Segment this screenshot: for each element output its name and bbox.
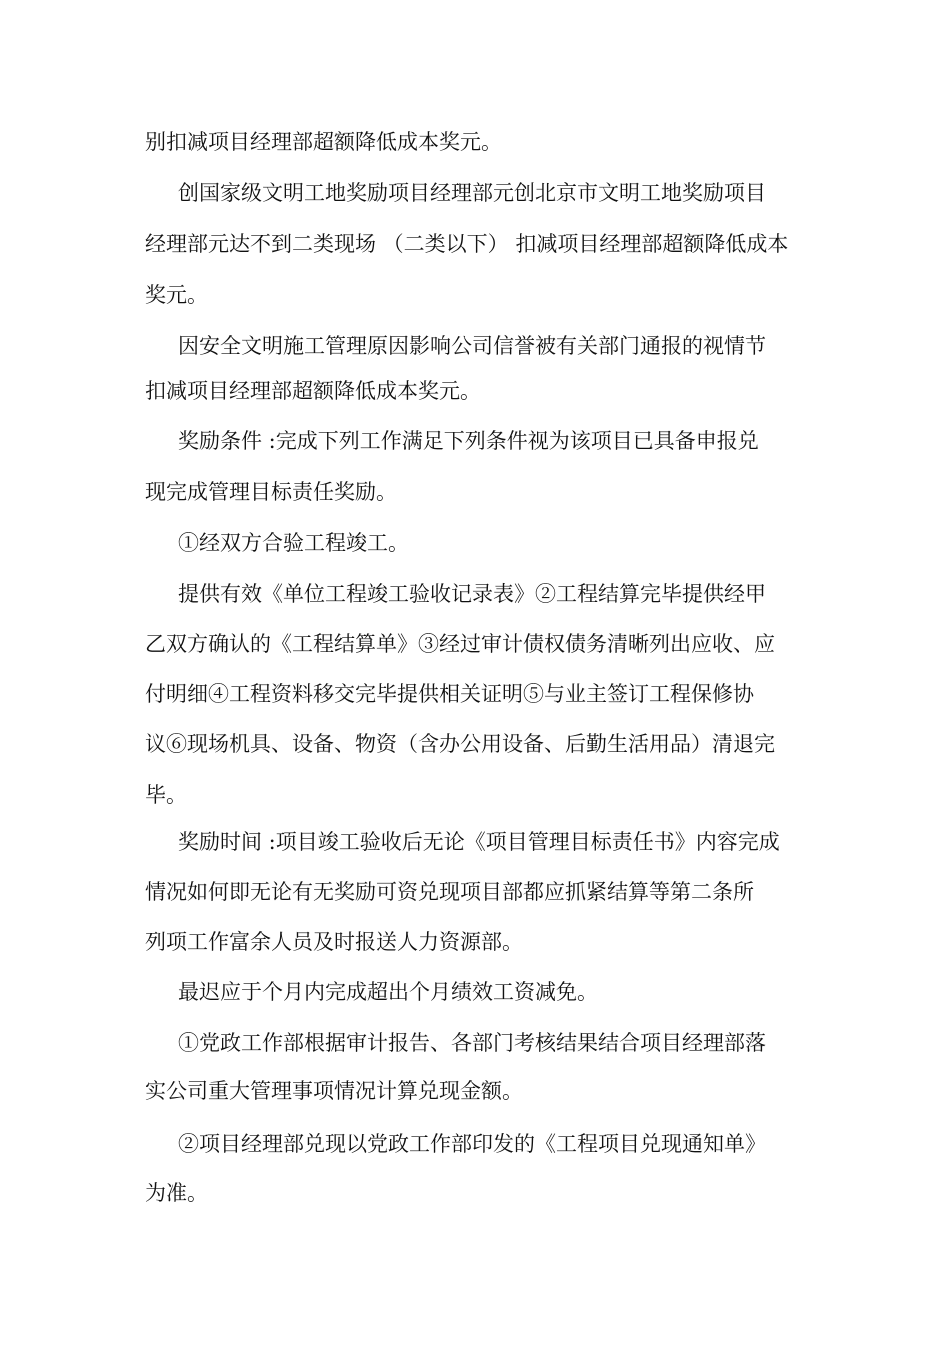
- paragraph-line: ①经双方合验工程竣工。: [178, 531, 409, 555]
- text-line: 经理部元达不到二类现场 （二类以下） 扣减项目经理部超额降低成本: [145, 232, 789, 256]
- text-line: 付明细④工程资料移交完毕提供相关证明⑤与业主签订工程保修协: [145, 682, 754, 706]
- text-line: 为准。: [145, 1181, 208, 1205]
- text-line: 毕。: [145, 783, 187, 807]
- paragraph-line: 因安全文明施工管理原因影响公司信誉被有关部门通报的视情节: [178, 334, 766, 358]
- text-line: 议⑥现场机具、设备、物资（含办公用设备、后勤生活用品）清退完: [145, 732, 775, 756]
- paragraph-line: 创国家级文明工地奖励项目经理部元创北京市文明工地奖励项目: [178, 181, 766, 205]
- text-line: 情况如何即无论有无奖励可资兑现项目部都应抓紧结算等第二条所: [145, 880, 754, 904]
- paragraph-line: 奖励条件 :完成下列工作满足下列条件视为该项目已具备申报兑: [178, 429, 759, 453]
- paragraph-line: 奖励时间 :项目竣工验收后无论《项目管理目标责任书》内容完成: [178, 830, 780, 854]
- text-line: 列项工作富余人员及时报送人力资源部。: [145, 930, 523, 954]
- paragraph-line: 最迟应于个月内完成超出个月绩效工资减免。: [178, 980, 598, 1004]
- paragraph-line: 提供有效《单位工程竣工验收记录表》②工程结算完毕提供经甲: [178, 582, 766, 606]
- paragraph-line: ②项目经理部兑现以党政工作部印发的《工程项目兑现通知单》: [178, 1132, 766, 1156]
- text-line: 现完成管理目标责任奖励。: [145, 480, 397, 504]
- paragraph-line: ①党政工作部根据审计报告、各部门考核结果结合项目经理部落: [178, 1031, 766, 1055]
- text-line: 乙双方确认的《工程结算单》③经过审计债权债务清晰列出应收、应: [145, 632, 775, 656]
- text-line: 奖元。: [145, 283, 208, 307]
- text-line: 实公司重大管理事项情况计算兑现金额。: [145, 1079, 523, 1103]
- text-line: 扣减项目经理部超额降低成本奖元。: [145, 379, 481, 403]
- text-line: 别扣减项目经理部超额降低成本奖元。: [145, 130, 502, 154]
